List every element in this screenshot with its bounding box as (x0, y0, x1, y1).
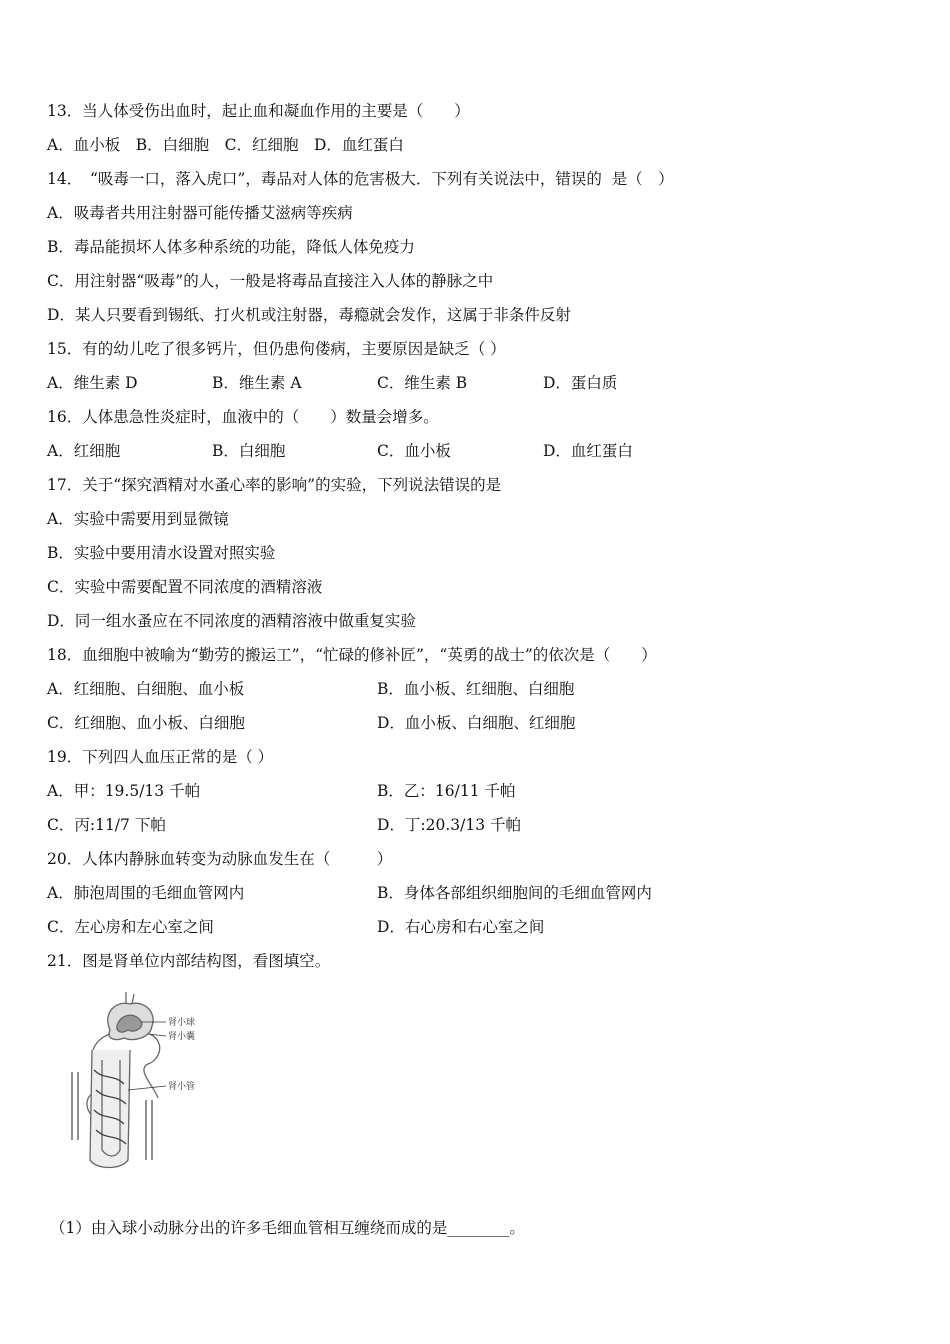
question-19-option-a: A．甲：19.5/13 千帕 (47, 782, 201, 800)
question-18-option-a: A．红细胞、白细胞、血小板 (47, 680, 245, 698)
question-20-option-c: C．左心房和左心室之间 (47, 918, 214, 936)
question-16-option-a: A．红细胞 (47, 442, 121, 460)
question-14-option-d: D．某人只要看到锡纸、打火机或注射器，毒瘾就会发作，这属于非条件反射 (47, 306, 571, 324)
question-18-option-b: B．血小板、红细胞、白细胞 (377, 680, 575, 698)
question-19-option-c: C．丙:11/7 下帕 (47, 816, 166, 834)
loop-outer (90, 1050, 130, 1168)
question-17-option-d: D．同一组水蚤应在不同浓度的酒精溶液中做重复实验 (47, 612, 416, 630)
question-14-stem: 14． “吸毒一口，落入虎口”，毒品对人体的危害极大．下列有关说法中，错误的 是（ ） (47, 170, 674, 188)
label-capsule: 肾小囊 (168, 1032, 196, 1042)
arteriole-out (132, 994, 134, 1004)
question-21-stem: 21．图是肾单位内部结构图，看图填空。 (47, 952, 331, 970)
question-17-option-c: C．实验中需要配置不同浓度的酒精溶液 (47, 578, 323, 596)
question-18-option-d: D．血小板、白细胞、红细胞 (377, 714, 576, 732)
question-20-stem: 20．人体内静脉血转变为动脉血发生在（ ） (47, 850, 393, 868)
question-17-stem: 17．关于“探究酒精对水蚤心率的影响”的实验，下列说法错误的是 (47, 476, 502, 494)
question-16-option-d: D．血红蛋白 (543, 442, 633, 460)
question-18-option-c: C．红细胞、血小板、白细胞 (47, 714, 245, 732)
question-15-option-c: C．维生素 B (377, 374, 468, 392)
question-20-option-b: B．身体各部组织细胞间的毛细血管网内 (377, 884, 652, 902)
question-19-stem: 19．下列四人血压正常的是（ ） (47, 748, 274, 766)
question-15-option-b: B．维生素 A (212, 374, 302, 392)
question-16-stem: 16．人体患急性炎症时，血液中的（ ）数量会增多。 (47, 408, 439, 426)
question-13-stem: 13．当人体受伤出血时，起止血和凝血作用的主要是（ ） (47, 102, 470, 120)
question-20-option-d: D．右心房和右心室之间 (377, 918, 545, 936)
question-19-option-b: B．乙：16/11 千帕 (377, 782, 516, 800)
question-15-option-d: D．蛋白质 (543, 374, 618, 392)
question-15-option-a: A．维生素 D (47, 374, 138, 392)
collecting-duct (72, 1072, 78, 1140)
question-17-option-b: B．实验中要用清水设置对照实验 (47, 544, 276, 562)
question-16-option-b: B．白细胞 (212, 442, 286, 460)
question-13-options: A．血小板 B．白细胞 C．红细胞 D．血红蛋白 (47, 136, 404, 154)
question-14-option-a: A．吸毒者共用注射器可能传播艾滋病等疾病 (47, 204, 353, 222)
question-21-sub-1: （1）由入球小动脉分出的许多毛细血管相互缠绕而成的是________。 (50, 1219, 525, 1237)
question-20-option-a: A．肺泡周围的毛细血管网内 (47, 884, 245, 902)
nephron-diagram (62, 990, 262, 1180)
question-16-option-c: C．血小板 (377, 442, 451, 460)
leader-tubule (128, 1086, 166, 1090)
label-tubule: 肾小管 (168, 1082, 196, 1092)
label-glomerulus: 肾小球 (168, 1018, 196, 1028)
question-14-option-c: C．用注射器“吸毒”的人，一般是将毒品直接注入人体的静脉之中 (47, 272, 494, 290)
question-19-option-d: D．丁:20.3/13 千帕 (377, 816, 522, 834)
question-18-stem: 18．血细胞中被喻为“勤劳的搬运工”，“忙碌的修补匠”，“英勇的战士”的依次是（ ） (47, 646, 657, 664)
vein (146, 1100, 152, 1160)
question-15-stem: 15．有的幼儿吃了很多钙片，但仍患佝偻病，主要原因是缺乏（ ） (47, 340, 506, 358)
question-17-option-a: A．实验中需要用到显微镜 (47, 510, 229, 528)
question-14-option-b: B．毒品能损坏人体多种系统的功能，降低人体免疫力 (47, 238, 415, 256)
